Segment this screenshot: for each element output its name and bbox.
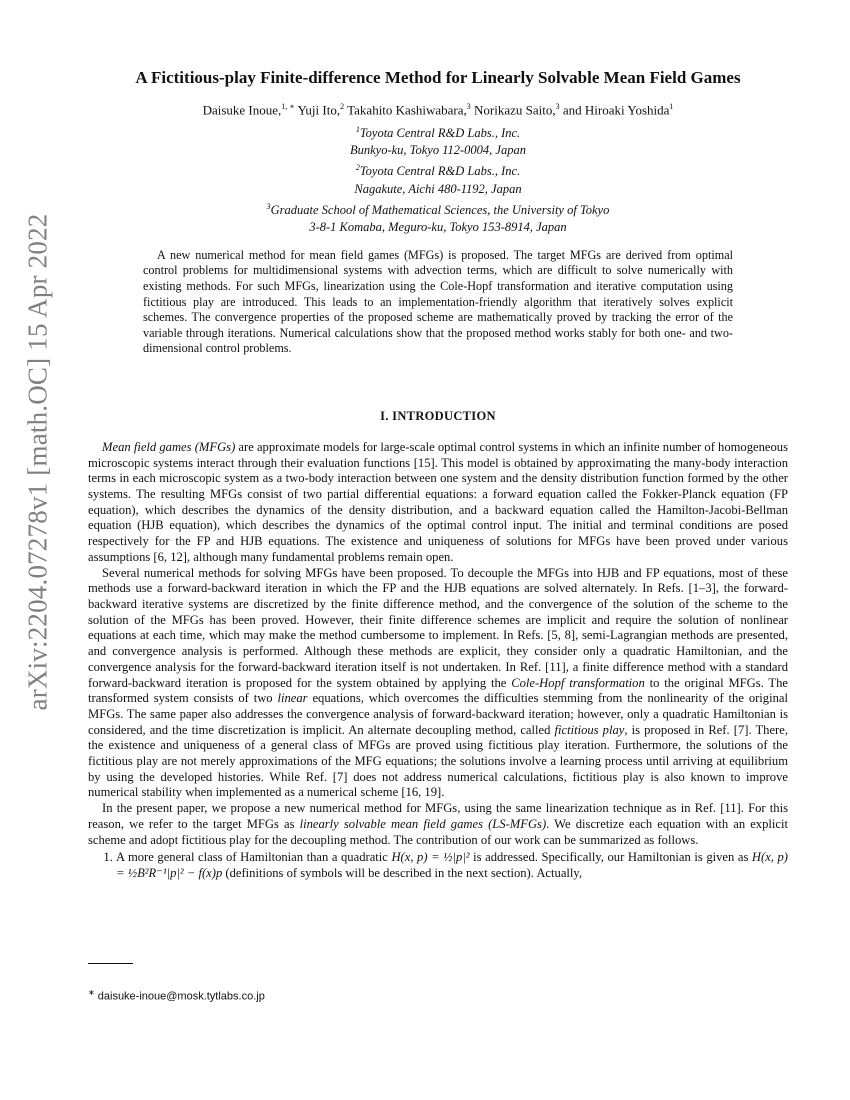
author-name: Takahito Kashiwabara, <box>344 102 467 118</box>
affil-address: 3-8-1 Komaba, Meguro-ku, Tokyo 153-8914, Japan <box>309 219 567 234</box>
paper-page <box>88 68 788 882</box>
math-expression: H(x, p) = ½|p|² <box>391 850 470 865</box>
affil-name: Toyota Central R&D Labs., Inc. <box>359 164 521 179</box>
abstract: A new numerical method for mean field games (MFGs) is proposed. The target MFGs are derived from optimal control problems for multidimensional systems with advection terms, which are difficult to solve numerically with existing methods. For such MFGs, linearization using the Cole-Hopf transformation and iterative computation using fictitious play are introduced. This leads to an implementation-friendly algorithm that iteratively solves explicit schemes. The convergence properties of the proposed scheme are mathematically proved by tracking the error of the variable through iterations. Numerical calculations show that the proposed method works stably for both one- and two-dimensional control problems. <box>143 247 733 356</box>
intro-paragraph-1 <box>88 440 788 566</box>
affil-mark: 2 <box>355 163 360 173</box>
footnote-divider <box>88 963 133 964</box>
paper-title: A Fictitious-play Finite-difference Method for Linearly Solvable Mean Field Games <box>135 68 741 87</box>
list-item <box>116 850 788 881</box>
arxiv-identifier: arXiv:2204.07278v1 [math.OC] 15 Apr 2022 <box>22 213 53 711</box>
author-affil-mark: 3 <box>466 102 471 111</box>
intro-paragraph-2 <box>88 566 788 802</box>
math-expression: H(x, p) = ½B²R⁻¹|p|² − f(x)p <box>116 850 788 880</box>
author-name: Daisuke Inoue, <box>202 102 282 118</box>
paragraph-text: Several numerical methods for solving MFGs have been proposed. To decouple the MFGs into HJB and FP equations, most of these methods use a forward-backward iteration in which the FP and the HJB equations are solved alternately. In Refs. [1–3], the forward-backward iterative systems are discretized by the finite difference method, and the convergence of the solution of the scheme to the solution of the MFGs has been proved. However, their finite difference schemes are implicit and require the solution of nonlinear equations at each time, which may make the method cumbersome to implement. In Refs. [5, 8], semi-Lagrangian methods are presented, and convergence analysis is performed. Although these methods are explicit, they consider only a quadratic Hamiltonian, and the convergence analysis for the forward-backward iteration itself is not undertaken. In Ref. [11], a finite difference method with a standard forward-backward iteration is proposed for the system obtained by applying the <box>88 565 788 690</box>
section-heading-introduction: I. INTRODUCTION <box>380 408 496 423</box>
intro-paragraph-3 <box>88 801 788 848</box>
affil-name: Toyota Central R&D Labs., Inc. <box>359 126 521 141</box>
author-affil-mark: 1 <box>669 102 674 111</box>
author-name: and Hiroaki Yoshida <box>559 102 670 118</box>
paragraph-text: . We discretize each equation with an explicit scheme and adopt fictitious play for the decoupling method. The contribution of our work can be summarized as follows. <box>88 816 788 847</box>
arxiv-sidebar <box>0 0 62 1100</box>
author-affil-mark: 3 <box>555 102 560 111</box>
footnote-mark: ∗ <box>88 988 95 997</box>
author-affil-mark: 2 <box>340 102 345 111</box>
affil-address: Bunkyo-ku, Tokyo 112-0004, Japan <box>349 143 526 158</box>
paragraph-text: , is proposed in Ref. [7]. There, the existence and uniqueness of a general class of MFGs are proved using fictitious play iteration. Furthermore, the solutions of the fictitious play are not merely approximations of the MFG equations; the solutions involve a learning process until arriving at equilibrium by using the developed histories. While Ref. [7] does not address numerical calculations, fictitious play is also known to improve numerical stability when implemented as a numerical scheme [16, 19]. <box>88 722 788 800</box>
paragraph-text: to the original MFGs. The transformed system consists of two <box>88 675 789 706</box>
affil-address: Nagakute, Aichi 480-1192, Japan <box>354 181 522 196</box>
footnote-email: daisuke-inoue@mosk.tytlabs.co.jp <box>94 990 265 1003</box>
paragraph-text: In the present paper, we propose a new numerical method for MFGs, using the same linearization technique as in Ref. [11]. For this reason, we refer to the target MFGs as <box>88 801 788 831</box>
affil-name: Graduate School of Mathematical Sciences, the University of Tokyo <box>270 202 610 217</box>
affil-mark: 1 <box>355 125 360 135</box>
contribution-list <box>88 850 788 881</box>
emphasis-text: linear <box>277 691 308 706</box>
affiliation-2 <box>88 159 788 197</box>
emphasis-text: Mean field games (MFGs) <box>102 439 236 454</box>
author-list <box>88 102 788 118</box>
author-name: Yuji Ito, <box>294 102 341 118</box>
list-text: (definitions of symbols will be described in the next section). Actually, <box>222 865 583 880</box>
footnote <box>88 988 265 1003</box>
affiliation-3 <box>88 198 788 236</box>
emphasis-text: fictitious play <box>554 722 625 737</box>
author-name: Norikazu Saito, <box>470 102 556 118</box>
author-affil-mark: 1, ∗ <box>281 102 295 111</box>
paragraph-text: equations, which overcomes the difficulties stemming from the nonlinearity of the original MFGs. The same paper also addresses the convergence analysis of forward-backward iteration; however, only a quadratic Hamiltonian is considered, and the time discretization is implicit. An alternate decoupling method, called <box>88 691 788 737</box>
affiliation-1 <box>88 121 788 159</box>
emphasis-text: Cole-Hopf transformation <box>511 675 645 690</box>
list-text: is addressed. Specifically, our Hamiltonian is given as <box>469 850 752 865</box>
affil-mark: 3 <box>266 201 271 211</box>
paragraph-text: are approximate models for large-scale optimal control systems in which an infinite number of homogeneous microscopic systems interact through their evaluation functions [15]. This model is obtained by approximating the many-body interaction terms in each microscopic system as a two-body interaction between one system and the density distribution function formed by the other systems. The resulting MFGs consist of two partial differential equations: a forward equation called the Fokker-Planck equation (FP equation), which describes the dynamics of the density distribution, and a backward equation called the Hamilton-Jacobi-Bellman equation (HJB equation), which describes the dynamics of the optimal control input. The initial and terminal conditions are posed respectively for the FP and HJB equations. The existence and uniqueness of solutions for MFGs have been proved under various assumptions [6, 12], although many fundamental problems remain open. <box>88 439 788 564</box>
emphasis-text: linearly solvable mean field games (LS-MFGs) <box>299 816 547 831</box>
list-text: A more general class of Hamiltonian than a quadratic <box>116 850 392 865</box>
